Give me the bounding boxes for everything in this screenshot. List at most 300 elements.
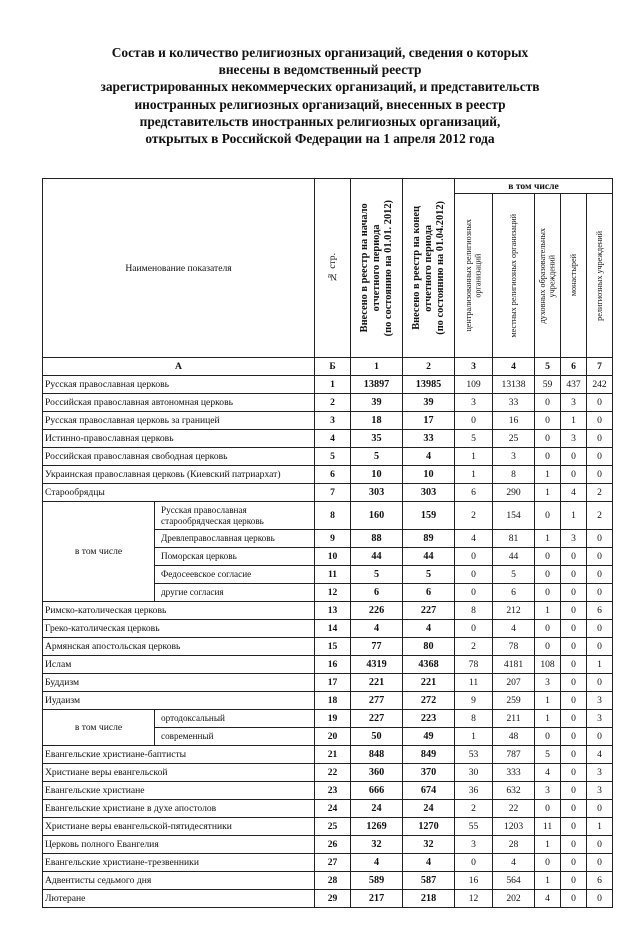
table-cell: 0 (561, 656, 587, 674)
group-label: в том числе (43, 502, 155, 602)
table-row (43, 448, 613, 466)
group-label: в том числе (43, 710, 155, 746)
table-cell: 212 (493, 602, 535, 620)
table-cell: 848 (351, 746, 403, 764)
table-cell: 10 (351, 466, 403, 484)
table-cell: 3 (587, 692, 613, 710)
table-cell: 1 (535, 466, 561, 484)
table-cell: 3 (587, 764, 613, 782)
table-cell: Российская православная свободная церковь (43, 448, 315, 466)
letter-cell: 7 (587, 358, 613, 376)
table-cell: Российская православная автономная церковь (43, 394, 315, 412)
table-cell: 0 (535, 800, 561, 818)
table-cell: Греко-католическая церковь (43, 620, 315, 638)
table-cell: 88 (351, 530, 403, 548)
table-cell: 25 (315, 818, 351, 836)
table-cell: Евангельские христиане в духе апостолов (43, 800, 315, 818)
table-cell: 0 (561, 854, 587, 872)
title-line: зарегистрированных некоммерческих организаций, и представительств (100, 79, 540, 95)
table-cell: Старообрядцы (43, 484, 315, 502)
table-cell: 370 (403, 764, 455, 782)
table-cell: 8 (455, 710, 493, 728)
table-cell: Адвентисты седьмого дня (43, 872, 315, 890)
table-cell: 1 (561, 502, 587, 530)
table-cell: 1 (535, 872, 561, 890)
table-cell: 0 (561, 448, 587, 466)
table-cell: 0 (561, 602, 587, 620)
table-cell: 0 (587, 430, 613, 448)
table-cell: 1 (535, 692, 561, 710)
table-cell: 0 (561, 584, 587, 602)
header-col4: местных религиозных организаций (493, 194, 535, 358)
registry-table (42, 178, 613, 908)
table-cell: 5 (535, 746, 561, 764)
table-cell: 0 (535, 548, 561, 566)
table-cell: 632 (493, 782, 535, 800)
document-title (40, 44, 600, 147)
table-cell: 2 (455, 800, 493, 818)
table-cell: 44 (493, 548, 535, 566)
table-cell: 5 (493, 566, 535, 584)
table-cell: 39 (403, 394, 455, 412)
table-cell: 3 (535, 674, 561, 692)
table-cell: 108 (535, 656, 561, 674)
table-cell: 78 (455, 656, 493, 674)
table-cell: 787 (493, 746, 535, 764)
table-cell: 1 (315, 376, 351, 394)
table-cell: 19 (315, 710, 351, 728)
table-cell: 13985 (403, 376, 455, 394)
table-cell: 0 (535, 854, 561, 872)
table-cell: 0 (535, 728, 561, 746)
table-cell: 8 (493, 466, 535, 484)
header-col7: религиозных учреждений (587, 194, 613, 358)
table-cell: 277 (351, 692, 403, 710)
table-cell: 4 (535, 764, 561, 782)
table-cell: 4 (561, 484, 587, 502)
letter-cell: 3 (455, 358, 493, 376)
table-cell: 272 (403, 692, 455, 710)
table-cell: 26 (315, 836, 351, 854)
table-cell: 9 (455, 692, 493, 710)
table-cell: 13897 (351, 376, 403, 394)
table-cell: 2 (587, 484, 613, 502)
table-cell: 10 (315, 548, 351, 566)
letter-cell: 1 (351, 358, 403, 376)
table-cell: 0 (561, 764, 587, 782)
table-row (43, 800, 613, 818)
table-cell: 437 (561, 376, 587, 394)
table-cell: 0 (561, 818, 587, 836)
title-line: внесены в ведомственный реестр (218, 62, 422, 78)
table-cell: 0 (561, 710, 587, 728)
table-cell: 4319 (351, 656, 403, 674)
header-letters-row (43, 358, 613, 376)
table-cell: 17 (403, 412, 455, 430)
table-row (43, 818, 613, 836)
table-cell: 0 (587, 620, 613, 638)
table-cell: 3 (561, 530, 587, 548)
table-cell: 4 (403, 448, 455, 466)
table-cell: 4 (493, 620, 535, 638)
table-cell: ортодоксальный (155, 710, 315, 728)
table-cell: 221 (403, 674, 455, 692)
table-row (43, 710, 613, 728)
table-row (43, 674, 613, 692)
table-cell: 0 (561, 566, 587, 584)
table-cell: 226 (351, 602, 403, 620)
table-cell: 5 (403, 566, 455, 584)
table-cell: 207 (493, 674, 535, 692)
table-row (43, 746, 613, 764)
table-cell: 16 (315, 656, 351, 674)
table-cell: 2 (587, 502, 613, 530)
header-col5: духовных образовательных учреждений (535, 194, 561, 358)
table-cell: Буддизм (43, 674, 315, 692)
table-cell: 2 (315, 394, 351, 412)
table-cell: Русская православная церковь (43, 376, 315, 394)
table-cell: 333 (493, 764, 535, 782)
table-cell: 0 (587, 412, 613, 430)
table-cell: 0 (561, 872, 587, 890)
title-line: Состав и количество религиозных организаций, сведения о которых (111, 45, 529, 60)
table-cell: 0 (561, 466, 587, 484)
table-cell: 44 (403, 548, 455, 566)
table-cell: 5 (351, 448, 403, 466)
table-row (43, 890, 613, 908)
table-cell: Федосеевское согласие (155, 566, 315, 584)
table-cell: 32 (351, 836, 403, 854)
table-cell: Армянская апостольская церковь (43, 638, 315, 656)
table-cell: 0 (561, 746, 587, 764)
table-cell: Евангельские христиане-трезвенники (43, 854, 315, 872)
table-cell: 0 (561, 620, 587, 638)
table-cell: 59 (535, 376, 561, 394)
table-cell: 4 (535, 890, 561, 908)
table-cell: 3 (455, 394, 493, 412)
table-cell: 0 (587, 448, 613, 466)
table-cell: 0 (587, 728, 613, 746)
table-cell: 0 (535, 448, 561, 466)
table-cell: 44 (351, 548, 403, 566)
table-cell: 6 (351, 584, 403, 602)
table-cell: Церковь полного Евангелия (43, 836, 315, 854)
table-cell: 0 (535, 412, 561, 430)
table-cell: 4 (403, 620, 455, 638)
table-cell: 3 (561, 394, 587, 412)
table-cell: 3 (535, 782, 561, 800)
table-cell: 4181 (493, 656, 535, 674)
table-cell: 0 (587, 674, 613, 692)
table-cell: 33 (403, 430, 455, 448)
table-cell: 259 (493, 692, 535, 710)
table-cell: 4 (315, 430, 351, 448)
title-line: иностранных религиозных организаций, внесенных в реестр (134, 96, 506, 112)
table-cell: 18 (351, 412, 403, 430)
table-cell: Иудаизм (43, 692, 315, 710)
table-cell: 2 (455, 502, 493, 530)
table-row (43, 656, 613, 674)
table-cell: 0 (587, 584, 613, 602)
table-cell: 1269 (351, 818, 403, 836)
table-cell: 24 (315, 800, 351, 818)
table-cell: 11 (535, 818, 561, 836)
table-cell: Русская православная церковь за границей (43, 412, 315, 430)
table-cell: 0 (587, 800, 613, 818)
table-cell: 303 (351, 484, 403, 502)
table-row (43, 782, 613, 800)
table-cell: 21 (315, 746, 351, 764)
table-row (43, 484, 613, 502)
table-cell: 77 (351, 638, 403, 656)
table-cell: другие согласия (155, 584, 315, 602)
header-name: Наименование показателя (43, 179, 315, 358)
table-cell: 0 (535, 566, 561, 584)
table-cell: 1 (455, 466, 493, 484)
table-cell: 0 (455, 854, 493, 872)
table-cell: 587 (403, 872, 455, 890)
table-cell: 22 (315, 764, 351, 782)
table-cell: 0 (535, 638, 561, 656)
table-row (43, 466, 613, 484)
table-cell: 1 (587, 818, 613, 836)
table-cell: 6 (315, 466, 351, 484)
table-cell: 32 (403, 836, 455, 854)
table-cell: 3 (455, 836, 493, 854)
table-cell: 0 (587, 566, 613, 584)
table-cell: 6 (455, 484, 493, 502)
table-cell: Римско-католическая церковь (43, 602, 315, 620)
table-cell: 2 (455, 638, 493, 656)
table-cell: 3 (587, 782, 613, 800)
table-cell: 4 (403, 854, 455, 872)
table-cell: Русская православная старообрядческая церковь (155, 502, 315, 530)
header-including: в том числе (455, 179, 613, 194)
table-cell: 16 (455, 872, 493, 890)
table-row (43, 502, 613, 530)
table-cell: 564 (493, 872, 535, 890)
letter-cell: 5 (535, 358, 561, 376)
table-cell: 4368 (403, 656, 455, 674)
table-cell: 35 (351, 430, 403, 448)
table-cell: 0 (587, 854, 613, 872)
title-line: открытых в Российской Федерации на 1 апреля 2012 года (145, 131, 495, 147)
table-cell: 218 (403, 890, 455, 908)
table-cell: Древлеправославная церковь (155, 530, 315, 548)
table-cell: 1 (535, 530, 561, 548)
table-cell: 6 (587, 872, 613, 890)
title-line: представительств иностранных религиозных организаций, (139, 113, 501, 129)
table-cell: 8 (455, 602, 493, 620)
table-row (43, 602, 613, 620)
table-cell: 0 (561, 890, 587, 908)
table-cell: 0 (587, 836, 613, 854)
letter-cell: Б (315, 358, 351, 376)
table-cell: 55 (455, 818, 493, 836)
table-cell: Поморская церковь (155, 548, 315, 566)
table-cell: 12 (455, 890, 493, 908)
table-cell: 227 (403, 602, 455, 620)
table-cell: 1 (535, 602, 561, 620)
table-cell: 23 (315, 782, 351, 800)
table-cell: современный (155, 728, 315, 746)
table-cell: Истинно-православная церковь (43, 430, 315, 448)
table-cell: 9 (315, 530, 351, 548)
table-cell: 24 (351, 800, 403, 818)
table-cell: 27 (315, 854, 351, 872)
table-cell: 1 (455, 448, 493, 466)
table-body (43, 376, 613, 908)
table-cell: 30 (455, 764, 493, 782)
table-cell: 7 (315, 484, 351, 502)
table-cell: 1 (561, 412, 587, 430)
table-cell: 0 (561, 800, 587, 818)
table-cell: 1270 (403, 818, 455, 836)
table-cell: 1 (535, 710, 561, 728)
table-cell: Лютеране (43, 890, 315, 908)
table-cell: 211 (493, 710, 535, 728)
table-cell: 0 (561, 782, 587, 800)
table-cell: 53 (455, 746, 493, 764)
table-cell: Украинская православная церковь (Киевский патриархат) (43, 466, 315, 484)
table-cell: 49 (403, 728, 455, 746)
table-cell: 0 (535, 620, 561, 638)
table-row (43, 764, 613, 782)
table-cell: 0 (455, 620, 493, 638)
table-cell: 0 (455, 548, 493, 566)
table-cell: 1 (455, 728, 493, 746)
table-cell: Христиане веры евангельской (43, 764, 315, 782)
table-cell: 28 (315, 872, 351, 890)
table-cell: 1 (535, 836, 561, 854)
table-cell: 217 (351, 890, 403, 908)
table-cell: 78 (493, 638, 535, 656)
table-cell: 666 (351, 782, 403, 800)
table-cell: 109 (455, 376, 493, 394)
table-cell: 39 (351, 394, 403, 412)
table-cell: 22 (493, 800, 535, 818)
table-cell: 48 (493, 728, 535, 746)
table-cell: 8 (315, 502, 351, 530)
table-cell: 11 (455, 674, 493, 692)
table-row (43, 430, 613, 448)
table-cell: 10 (403, 466, 455, 484)
table-header (43, 179, 613, 376)
table-row (43, 836, 613, 854)
table-cell: 0 (561, 674, 587, 692)
table-cell: 0 (561, 638, 587, 656)
table-cell: 12 (315, 584, 351, 602)
table-cell: Евангельские христиане-баптисты (43, 746, 315, 764)
table-cell: 14 (315, 620, 351, 638)
table-cell: 0 (587, 638, 613, 656)
table-cell: 0 (561, 548, 587, 566)
table-cell: 11 (315, 566, 351, 584)
letter-cell: А (43, 358, 315, 376)
header-col2: Внесено в реестр на конец отчетного периода (по состоянию на 01.04.2012) (403, 179, 455, 358)
table-row (43, 412, 613, 430)
table-cell: 6 (493, 584, 535, 602)
table-cell: 154 (493, 502, 535, 530)
table-cell: 303 (403, 484, 455, 502)
table-cell: 13 (315, 602, 351, 620)
table-cell: 202 (493, 890, 535, 908)
table-cell: 242 (587, 376, 613, 394)
table-cell: 17 (315, 674, 351, 692)
header-row-no: № стр. (315, 179, 351, 358)
table-cell: 3 (315, 412, 351, 430)
table-cell: 221 (351, 674, 403, 692)
table-cell: 0 (587, 530, 613, 548)
table-cell: 1203 (493, 818, 535, 836)
table-cell: 6 (587, 602, 613, 620)
table-cell: 160 (351, 502, 403, 530)
table-cell: 25 (493, 430, 535, 448)
table-cell: 3 (561, 430, 587, 448)
letter-cell: 4 (493, 358, 535, 376)
letter-cell: 6 (561, 358, 587, 376)
table-row (43, 620, 613, 638)
table-row (43, 376, 613, 394)
table-row (43, 638, 613, 656)
table-cell: 4 (351, 620, 403, 638)
table-row (43, 394, 613, 412)
table-cell: 4 (587, 746, 613, 764)
table-cell: 0 (455, 584, 493, 602)
table-cell: 0 (535, 584, 561, 602)
table-cell: 290 (493, 484, 535, 502)
table-cell: 16 (493, 412, 535, 430)
table-cell: 1 (535, 484, 561, 502)
table-cell: 1 (587, 656, 613, 674)
table-cell: 0 (587, 394, 613, 412)
table-cell: 29 (315, 890, 351, 908)
table-row (43, 854, 613, 872)
table-cell: 5 (351, 566, 403, 584)
table-cell: 0 (587, 548, 613, 566)
table-cell: 0 (535, 430, 561, 448)
table-cell: 3 (493, 448, 535, 466)
table-cell: 0 (535, 502, 561, 530)
table-cell: 0 (455, 412, 493, 430)
table-cell: 33 (493, 394, 535, 412)
table-cell: 5 (455, 430, 493, 448)
table-cell: 80 (403, 638, 455, 656)
table-cell: 159 (403, 502, 455, 530)
table-cell: 3 (587, 710, 613, 728)
table-cell: 5 (315, 448, 351, 466)
table-cell: 674 (403, 782, 455, 800)
table-cell: Ислам (43, 656, 315, 674)
table-cell: Христиане веры евангельской-пятидесятники (43, 818, 315, 836)
table-cell: 223 (403, 710, 455, 728)
table-cell: 89 (403, 530, 455, 548)
header-col6: монастырей (561, 194, 587, 358)
table-cell: 4 (351, 854, 403, 872)
table-cell: 0 (535, 394, 561, 412)
table-cell: 36 (455, 782, 493, 800)
table-cell: 28 (493, 836, 535, 854)
header-col1: Внесено в реестр на начало отчетного периода (по состоянию на 01.01. 2012) (351, 179, 403, 358)
table-cell: Евангельские христиане (43, 782, 315, 800)
table-cell: 0 (561, 692, 587, 710)
table-cell: 0 (587, 466, 613, 484)
table-cell: 13138 (493, 376, 535, 394)
table-cell: 360 (351, 764, 403, 782)
header-col3: централизованных религиозных организаций (455, 194, 493, 358)
table-cell: 0 (561, 836, 587, 854)
table-cell: 50 (351, 728, 403, 746)
